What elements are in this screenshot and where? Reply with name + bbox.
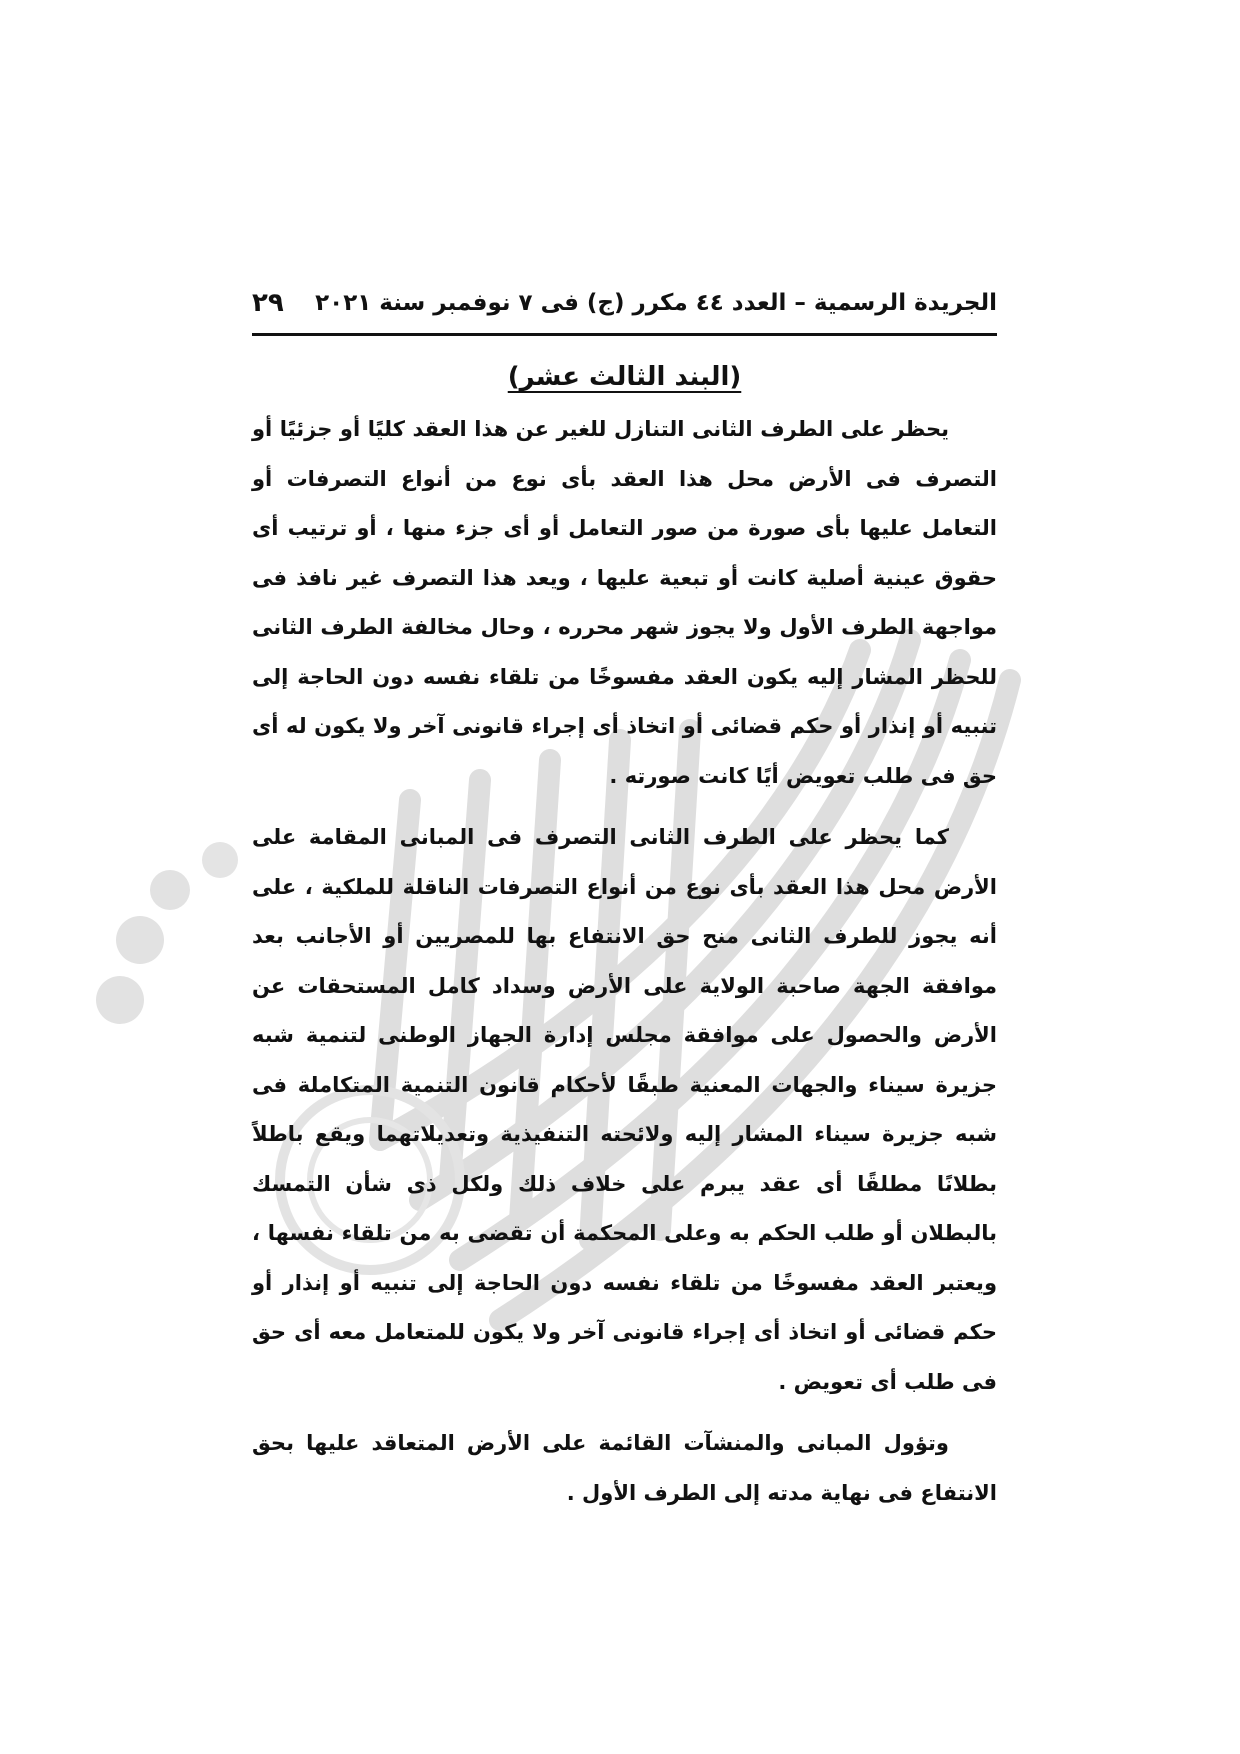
article-body <box>252 405 997 1530</box>
gazette-title: الجريدة الرسمية – العدد ٤٤ مكرر (ج) فى ٧ نوفمبر سنة ٢٠٢١ <box>315 290 997 316</box>
page-header <box>252 282 997 332</box>
page-number: ٢٩ <box>252 288 284 318</box>
section-heading: (البند الثالث عشر) <box>507 362 742 392</box>
paragraph-1: يحظر على الطرف الثانى التنازل للغير عن هذا العقد كليًا أو جزئيًا أو التصرف فى الأرض محل هذا العقد بأى نوع من أنواع التصرفات أو التعامل عليها بأى صورة من صور التعامل أو أى جزء منها ، أو ترتيب أى حقوق عينية أصلية كانت أو تبعية عليها ، ويعد هذا التصرف غير نافذ فى مواجهة الطرف الأول ولا يجوز شهر محرره ، وحال مخالفة الطرف الثانى للحظر المشار إليه يكون العقد مفسوخًا من تلقاء نفسه دون الحاجة إلى تنبيه أو إنذار أو حكم قضائى أو اتخاذ أى إجراء قانونى آخر ولا يكون له أى حق فى طلب تعويض أيًا كانت صورته . <box>252 417 997 788</box>
header-divider <box>252 333 997 336</box>
paragraph-3: وتؤول المبانى والمنشآت القائمة على الأرض المتعاقد عليها بحق الانتفاع فى نهاية مدته إلى الطرف الأول . <box>252 1431 997 1505</box>
paragraph-2: كما يحظر على الطرف الثانى التصرف فى المبانى المقامة على الأرض محل هذا العقد بأى نوع من أنواع التصرفات الناقلة للملكية ، على أنه يجوز للطرف الثانى منح حق الانتفاع بها للمصريين أو الأجانب بعد موافقة الجهة صاحبة الولاية على الأرض وسداد كامل المستحقات عن الأرض والحصول على موافقة مجلس إدارة الجهاز الوطنى لتنمية شبه جزيرة سيناء والجهات المعنية طبقًا لأحكام قانون التنمية المتكاملة فى شبه جزيرة سيناء المشار إليه ولائحته التنفيذية وتعديلاتهما ويقع باطلاً بطلانًا مطلقًا أى عقد يبرم على خلاف ذلك ولكل ذى شأن التمسك بالبطلان أو طلب الحكم به وعلى المحكمة أن تقضى به من تلقاء نفسها ، ويعتبر العقد مفسوخًا من تلقاء نفسه دون الحاجة إلى تنبيه أو إنذار أو حكم قضائى أو اتخاذ أى إجراء قانونى آخر ولا يكون للمتعامل معه أى حق فى طلب أى تعويض . <box>252 825 997 1394</box>
